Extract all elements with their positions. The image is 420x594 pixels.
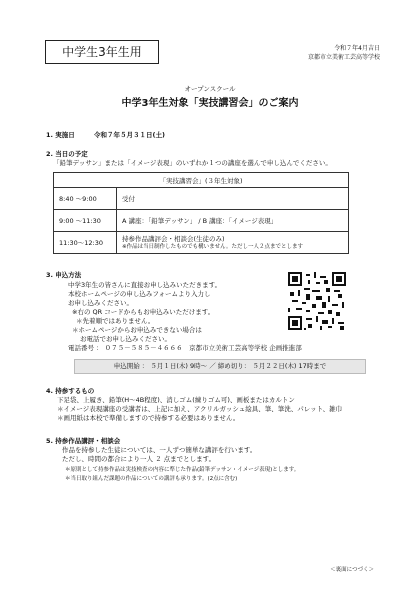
sec3-line: 本校ホームページの申し込みフォームより入力し [68,290,211,298]
schedule-row [54,232,349,254]
schedule-row [54,210,349,232]
schedule-desc: 持参作品講評会・相談会(生徒のみ) [122,235,225,243]
sec4-line: ＊イメージ表現講座の受講者は、上記に加え、アクリルガッシュ絵具、筆、筆洗、パレット、雑巾 [57,405,343,413]
subtitle: オープンスクール [184,85,236,93]
sec3-line: ＊先着順ではありません。 [76,317,155,325]
application-period: 申込開始 ： ５月１日(木) 9時～ ／ 締め切り： ５月２２日(木) 17時まで [74,359,366,374]
sec4-heading: 4. 持参するもの [46,387,95,395]
schedule-desc-cell [117,232,349,254]
sec3-line: ※右の QR コードからもお申込みいただけます。 [72,308,215,316]
schedule-desc: 受付 [117,188,349,210]
sec5-line: ただし、時間の都合により一人 ２ 点までとします。 [62,455,216,463]
schedule-desc: A 講座：「鉛筆デッサン」 / B 講座：「イメージ表現」 [117,210,349,232]
schedule-title: 「実技講習会」(３年生対象) [54,173,349,188]
sec5-heading: 5. 持参作品講評・相談会 [46,437,121,445]
schedule-time: 9:00 ～11:30 [54,210,117,232]
sec4-line: ＊画用紙は本校で準備しますので持参する必要はありません。 [57,414,240,422]
phone-line: 電話番号 ： ０７５－５８５－４６６６ 京都市立美術工芸高等学校 企画推進部 [68,344,302,352]
sec3-line: お電話でお申し込みください。 [80,335,171,343]
sec3-line: 中学3年生の皆さんに直接お申し込みいただきます。 [68,281,222,289]
sec2-heading: 2. 当日の予定 [46,150,88,158]
schedule-note: ※作品は当日制作したものでも構いません。ただし一人２点までとします [122,244,303,250]
main-title: 中学3年生対象「実技講習会」のご案内 [121,98,299,109]
issue-date: 令和７年4月吉日 [334,45,380,52]
sec3-heading: 3. 申込方法 [46,271,82,279]
schedule-time: 11:30～12:30 [54,232,117,254]
sec3-line: お申し込みください。 [68,299,133,307]
sec5-line: ＊当日取り組んだ課題の作品についての講評も承ります。(2点に含む) [65,476,238,482]
sec1-heading: 1. 実施日 [46,131,75,139]
sec3-line: ＊ホームページからお申込みできない場合は [72,326,202,334]
schedule-table [53,172,349,254]
school-name: 京都市立美術工芸高等学校 [307,54,380,61]
qr-code-icon[interactable] [288,272,346,330]
sec5-line: 作品を持参した生徒については、一人ずつ簡単な講評を行います。 [62,446,257,454]
sec2-note: 「鉛筆デッサン」または「イメージ表現」のいずれか１つの講座を選んで申し込んでください。 [53,159,332,167]
continued-note: ＜裏面につづく＞ [330,567,374,573]
sec4-line: 下足袋、上履き、鉛筆(H～4B程度)、消しゴム(練りゴム可)、画板またはカルトン [57,396,295,404]
sec5-line: ＊原則として持参作品は実技検査の内容に準じた作品(鉛筆デッサン・イメージ表現)とします。 [65,467,300,473]
schedule-row [54,188,349,210]
schedule-time: 8:40 ～9:00 [54,188,117,210]
grade-label: 中学生3年生用 [45,40,159,64]
event-date: 令和７年５月３１日(土) [94,131,165,139]
